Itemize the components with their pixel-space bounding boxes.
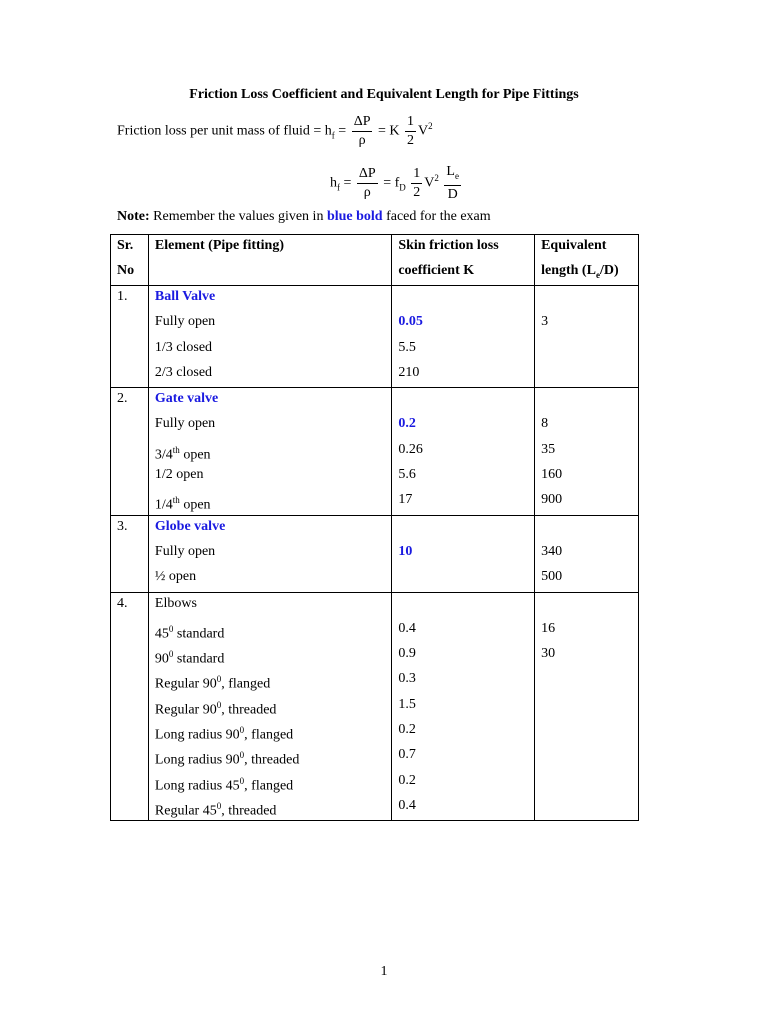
frac-numerator xyxy=(444,163,461,186)
equivalent-length-value: 500 xyxy=(541,569,563,585)
fitting-group-name: Elbows xyxy=(154,595,197,611)
equivalent-length-value: 16 xyxy=(541,620,556,636)
equivalent-length-value: 30 xyxy=(541,646,556,662)
sr-no-cell xyxy=(111,388,149,515)
k-cell xyxy=(392,286,535,388)
fitting-condition: ½ open xyxy=(154,569,197,585)
equivalent-length-value xyxy=(535,337,638,362)
k-value: 10 xyxy=(398,543,413,559)
exam-note xyxy=(117,209,491,225)
formula-subscript: f xyxy=(337,182,340,193)
fitting-condition: Regular $90^0$, threaded xyxy=(154,699,277,718)
page-number: 1 xyxy=(380,964,388,979)
equivalent-length-value: 3 xyxy=(541,314,549,330)
equivalent-length-value xyxy=(535,668,638,693)
table-row xyxy=(111,592,639,821)
fitting-condition: 2/3 closed xyxy=(154,364,213,380)
formula-equals: = xyxy=(334,123,350,139)
formula-exponent: 2 xyxy=(428,121,433,132)
k-value: 0.3 xyxy=(398,671,416,687)
fitting-condition: Long radius $90^0$, flanged xyxy=(154,725,294,743)
element-cell xyxy=(148,515,391,592)
equivalent-length-value: 35 xyxy=(541,441,556,457)
table-row xyxy=(111,286,639,388)
frac-denominator: ρ xyxy=(358,133,366,148)
fitting-group-name: Globe valve xyxy=(154,518,226,534)
frac-numerator: ΔP xyxy=(357,165,378,184)
k-value: 0.26 xyxy=(398,441,423,457)
sr-no: 2. xyxy=(117,391,128,407)
equivalent-length-value xyxy=(535,744,638,769)
formula-exponent: 2 xyxy=(434,172,439,183)
element-cell xyxy=(148,286,391,388)
formula-subscript: f xyxy=(331,130,335,141)
k-value: 0.2 xyxy=(398,722,416,738)
sr-no-cell xyxy=(111,515,149,592)
header-sr-no: Sr. No xyxy=(111,235,149,286)
equivalent-length-value xyxy=(535,719,638,744)
header-equivalent-length: Equivalent length $(L_e/D)$ xyxy=(535,235,639,286)
frac-numerator: ΔP xyxy=(352,113,373,132)
fitting-condition: 1/4th open xyxy=(154,495,211,514)
k-cell xyxy=(392,388,535,515)
equivalent-length-value: 8 xyxy=(541,416,549,432)
note-text-2: faced for the exam xyxy=(382,209,491,224)
fitting-condition: Regular $45^0$, threaded xyxy=(154,800,277,819)
fitting-condition: Fully open xyxy=(154,416,216,432)
equivalent-length-value xyxy=(535,795,638,820)
le-subscript: e xyxy=(454,170,459,181)
table-row xyxy=(111,515,639,592)
formula-lhs: h xyxy=(330,175,337,191)
sr-no: 4. xyxy=(117,595,128,611)
formula-equals: = xyxy=(340,175,355,191)
half-fraction xyxy=(411,165,422,202)
equivalent-length-value: 160 xyxy=(541,467,563,483)
half-fraction xyxy=(405,113,416,150)
le-over-d xyxy=(444,163,461,204)
delta-p-over-rho xyxy=(357,165,378,202)
k-cell xyxy=(392,592,535,821)
fitting-condition: Long radius $45^0$, flanged xyxy=(154,775,294,794)
frac-denominator: ρ xyxy=(363,184,371,200)
frac-denominator: 2 xyxy=(407,133,414,148)
k-value: 0.4 xyxy=(398,620,416,636)
formula-v: V xyxy=(424,175,435,191)
equivalent-length-formula xyxy=(330,163,463,204)
element-cell xyxy=(148,592,391,821)
k-value: 5.6 xyxy=(398,467,416,483)
equivalent-length-value xyxy=(535,694,638,719)
k-value: 0.2 xyxy=(398,416,416,432)
sr-no-cell xyxy=(111,286,149,388)
fitting-condition: Long radius $90^0$, threaded xyxy=(154,750,300,768)
frac-denominator: D xyxy=(447,186,458,202)
k-value: 1.5 xyxy=(398,696,416,712)
k-value xyxy=(392,566,534,591)
equivalent-length-cell xyxy=(535,388,639,515)
formula-subscript: D xyxy=(399,182,406,193)
fitting-group-name: Ball Valve xyxy=(154,289,216,304)
fitting-condition: 3/4th open xyxy=(154,444,211,463)
note-highlight: blue bold xyxy=(326,209,383,224)
equivalent-length-value: 900 xyxy=(541,492,563,508)
sr-no: 3. xyxy=(117,518,128,534)
fitting-condition: Fully open xyxy=(154,314,216,330)
k-value: 0.2 xyxy=(398,772,416,788)
friction-loss-formula xyxy=(117,113,433,150)
fitting-condition: $90^0$ standard xyxy=(154,649,225,667)
frac-numerator: 1 xyxy=(405,113,416,132)
equivalent-length-cell xyxy=(535,286,639,388)
equivalent-length-cell xyxy=(535,592,639,821)
fitting-group-name: Gate valve xyxy=(154,391,219,407)
k-cell xyxy=(392,515,535,592)
k-value: 5.5 xyxy=(398,339,416,355)
sr-no: 1. xyxy=(117,289,128,304)
k-value: 0.9 xyxy=(398,646,416,662)
fitting-condition: Regular $90^0$, flanged xyxy=(154,674,271,693)
fitting-condition: 1/3 closed xyxy=(154,339,213,355)
page-title: Friction Loss Coefficient and Equivalent Length for Pipe Fittings xyxy=(189,87,579,102)
le-letter: L xyxy=(446,164,455,179)
k-value: 17 xyxy=(398,492,413,508)
k-value: 0.05 xyxy=(398,314,423,330)
fitting-condition: 1/2 open xyxy=(154,467,204,483)
equivalent-length-value xyxy=(535,362,638,387)
frac-numerator: 1 xyxy=(411,165,422,184)
equivalent-length-value xyxy=(535,770,638,795)
formula-k: = K xyxy=(377,123,400,139)
formula-fd: = f xyxy=(383,175,400,191)
fitting-condition: $45^0$ standard xyxy=(154,623,225,642)
fittings-table xyxy=(110,234,639,821)
delta-p-over-rho xyxy=(352,113,373,150)
equivalent-length-cell xyxy=(535,515,639,592)
note-label: Note: xyxy=(117,209,150,224)
k-value: 0.4 xyxy=(398,797,416,813)
header-k: Skin friction loss coefficient K xyxy=(392,235,535,286)
header-element: Element (Pipe fitting) xyxy=(148,235,391,286)
table-row xyxy=(111,388,639,515)
formula-prefix: Friction loss per unit mass of fluid = h xyxy=(117,123,332,139)
element-cell xyxy=(148,388,391,515)
note-text-1: Remember the values given in xyxy=(149,209,327,224)
formula-v: V xyxy=(418,123,429,139)
fitting-condition: Fully open xyxy=(154,543,216,559)
frac-denominator: 2 xyxy=(413,184,421,200)
k-value: 210 xyxy=(398,364,420,380)
equivalent-length-value: 340 xyxy=(541,543,563,559)
k-value: 0.7 xyxy=(398,747,416,763)
sr-no-cell xyxy=(111,592,149,821)
table-header-row xyxy=(111,235,639,286)
